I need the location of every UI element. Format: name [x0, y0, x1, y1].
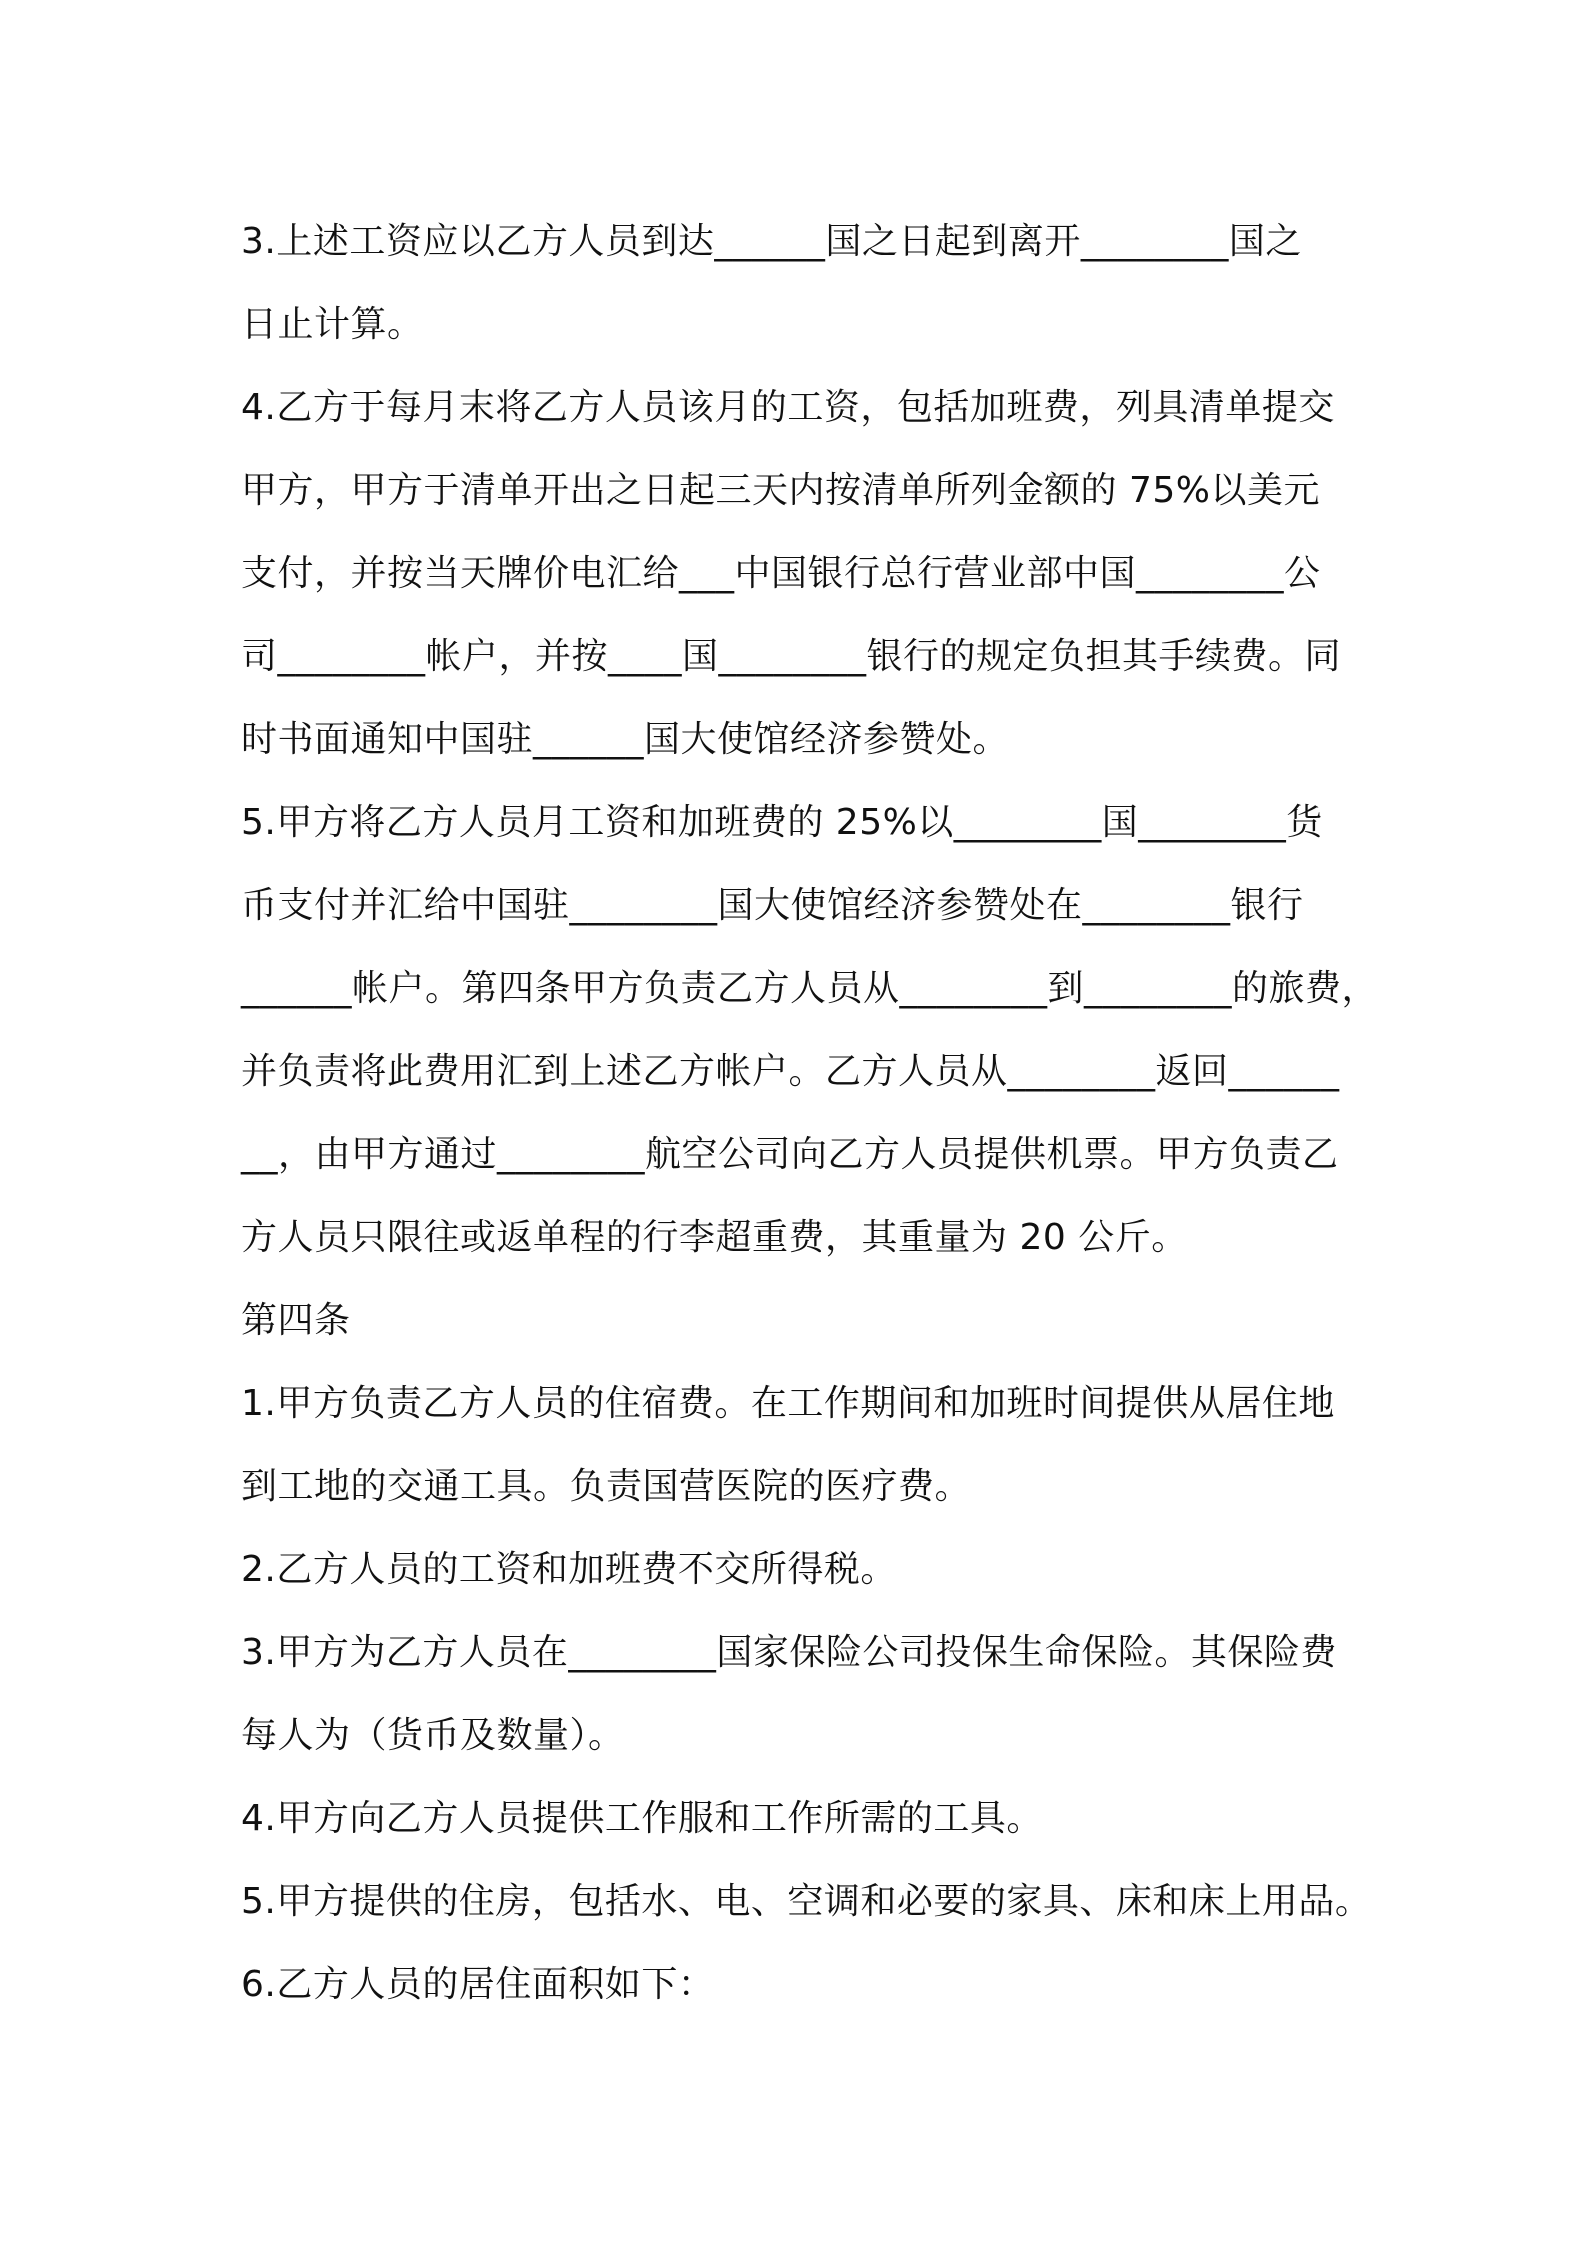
text-line: 时书面通知中国驻______国大使馆经济参赞处。 — [241, 719, 1010, 760]
text-line: 方人员只限往或返单程的行李超重费，其重量为 20 公斤。 — [241, 1217, 1188, 1258]
text-line: 5.甲方提供的住房，包括水、电、空调和必要的家具、床和床上用品。 — [241, 1881, 1372, 1922]
text-line: 3.上述工资应以乙方人员到达______国之日起到离开________国之 — [241, 221, 1302, 262]
section-heading: 第四条 — [241, 1300, 351, 1341]
text-line: __，由甲方通过________航空公司向乙方人员提供机票。甲方负责乙 — [241, 1134, 1339, 1175]
text-line: 6.乙方人员的居住面积如下： — [241, 1964, 715, 2005]
text-line: 甲方，甲方于清单开出之日起三天内按清单所列金额的 75%以美元 — [241, 470, 1320, 511]
text-line: 到工地的交通工具。负责国营医院的医疗费。 — [241, 1466, 972, 1507]
text-line: 支付，并按当天牌价电汇给___中国银行总行营业部中国________公 — [241, 553, 1321, 594]
text-line: 5.甲方将乙方人员月工资和加班费的 25%以________国________货 — [241, 802, 1323, 843]
text-line: 4.甲方向乙方人员提供工作服和工作所需的工具。 — [241, 1798, 1043, 1839]
text-line: 币支付并汇给中国驻________国大使馆经济参赞处在________银行 — [241, 885, 1304, 926]
text-line: 3.甲方为乙方人员在________国家保险公司投保生命保险。其保险费 — [241, 1632, 1337, 1673]
text-line: 并负责将此费用汇到上述乙方帐户。乙方人员从________返回______ — [241, 1051, 1340, 1092]
text-line: 4.乙方于每月末将乙方人员该月的工资，包括加班费，列具清单提交 — [241, 387, 1335, 428]
text-line: ______帐户。第四条甲方负责乙方人员从________到________的旅费， — [241, 968, 1379, 1009]
text-line: 司________帐户，并按____国________银行的规定负担其手续费。同 — [241, 636, 1342, 677]
text-line: 每人为（货币及数量）。 — [241, 1715, 625, 1756]
contract-text — [241, 200, 1379, 2026]
text-line: 日止计算。 — [241, 304, 424, 345]
text-line: 2.乙方人员的工资和加班费不交所得税。 — [241, 1549, 897, 1590]
text-line: 1.甲方负责乙方人员的住宿费。在工作期间和加班时间提供从居住地 — [241, 1383, 1335, 1424]
